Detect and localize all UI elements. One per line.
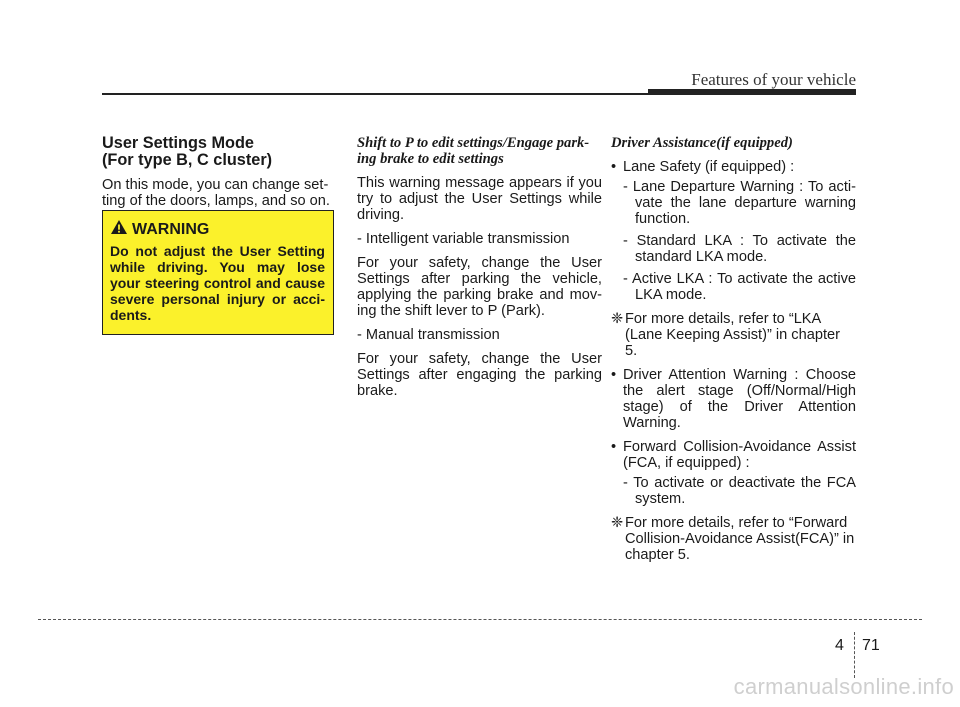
paragraph: - Intelligent variable transmission	[357, 231, 570, 247]
note-text: For more details, refer to “LKA (Lane Keeping Assist)” in chapter 5.	[625, 311, 840, 359]
note-icon: ❈	[611, 515, 624, 531]
column-3	[611, 135, 856, 571]
page-number: 71	[862, 637, 880, 654]
note	[611, 311, 856, 359]
sub-item: - Standard LKA : To activate the standard LKA mode.	[623, 233, 856, 265]
footer-divider	[854, 632, 855, 678]
header-rule-accent	[648, 89, 856, 95]
paragraph: For your safety, change the User Settings after parking the vehicle, applying the parking brake and mov-ing the shift lever to P (Park).	[357, 255, 602, 319]
paragraph: This warning message appears if you try to adjust the User Settings while driving.	[357, 175, 602, 223]
bullet-icon: •	[611, 439, 617, 455]
footer-rule	[38, 619, 922, 620]
list-item-text: Lane Safety (if equipped) :	[623, 159, 795, 175]
warning-header	[110, 219, 325, 240]
intro-paragraph: On this mode, you can change set-ting of the doors, lamps, and so on.	[102, 177, 330, 209]
sub-item: - To activate or deactivate the FCA system.	[623, 475, 856, 507]
watermark: carmanualsonline.info	[733, 674, 954, 699]
section-heading-line-2: (For type B, C cluster)	[102, 151, 273, 169]
column-1	[102, 135, 334, 217]
page-header-title: Features of your vehicle	[691, 70, 856, 89]
list-item-text: Driver Attention Warning : Choose the alert stage (Off/Normal/High stage) of the Driver Attention Warning.	[623, 367, 856, 431]
subsection-heading: Driver Assistance(if equipped)	[611, 135, 793, 151]
section-heading	[102, 135, 334, 169]
warning-title: WARNING	[132, 220, 210, 238]
paragraph: For your safety, change the User Settings after engaging the parking brake.	[357, 351, 602, 399]
list-item-text: Forward Collision-Avoidance Assist (FCA, if equipped) :	[623, 439, 856, 471]
column-2	[357, 135, 602, 407]
note-text: For more details, refer to “Forward Collision-Avoidance Assist(FCA)” in chapter 5.	[625, 515, 855, 563]
warning-icon	[110, 219, 128, 240]
list-item	[611, 159, 856, 303]
sub-item: - Lane Departure Warning : To acti-vate the lane departure warning function.	[623, 179, 856, 227]
note	[611, 515, 856, 563]
section-heading-line-1: User Settings Mode	[102, 134, 254, 152]
warning-text: Do not adjust the User Setting while driving. You may lose your steering control and cause severe personal injury or acci-dents.	[110, 243, 325, 323]
note-icon: ❈	[611, 311, 624, 327]
paragraph: - Manual transmission	[357, 327, 500, 343]
subsection-heading: Shift to P to edit settings/Engage park-ing brake to edit settings	[357, 135, 590, 167]
list-item	[611, 439, 856, 507]
bullet-icon: •	[611, 159, 617, 175]
bullet-icon: •	[611, 367, 617, 383]
sub-item: - Active LKA : To activate the active LKA mode.	[623, 271, 856, 303]
list-item	[611, 367, 856, 431]
warning-box	[102, 210, 334, 335]
chapter-number: 4	[835, 637, 844, 654]
